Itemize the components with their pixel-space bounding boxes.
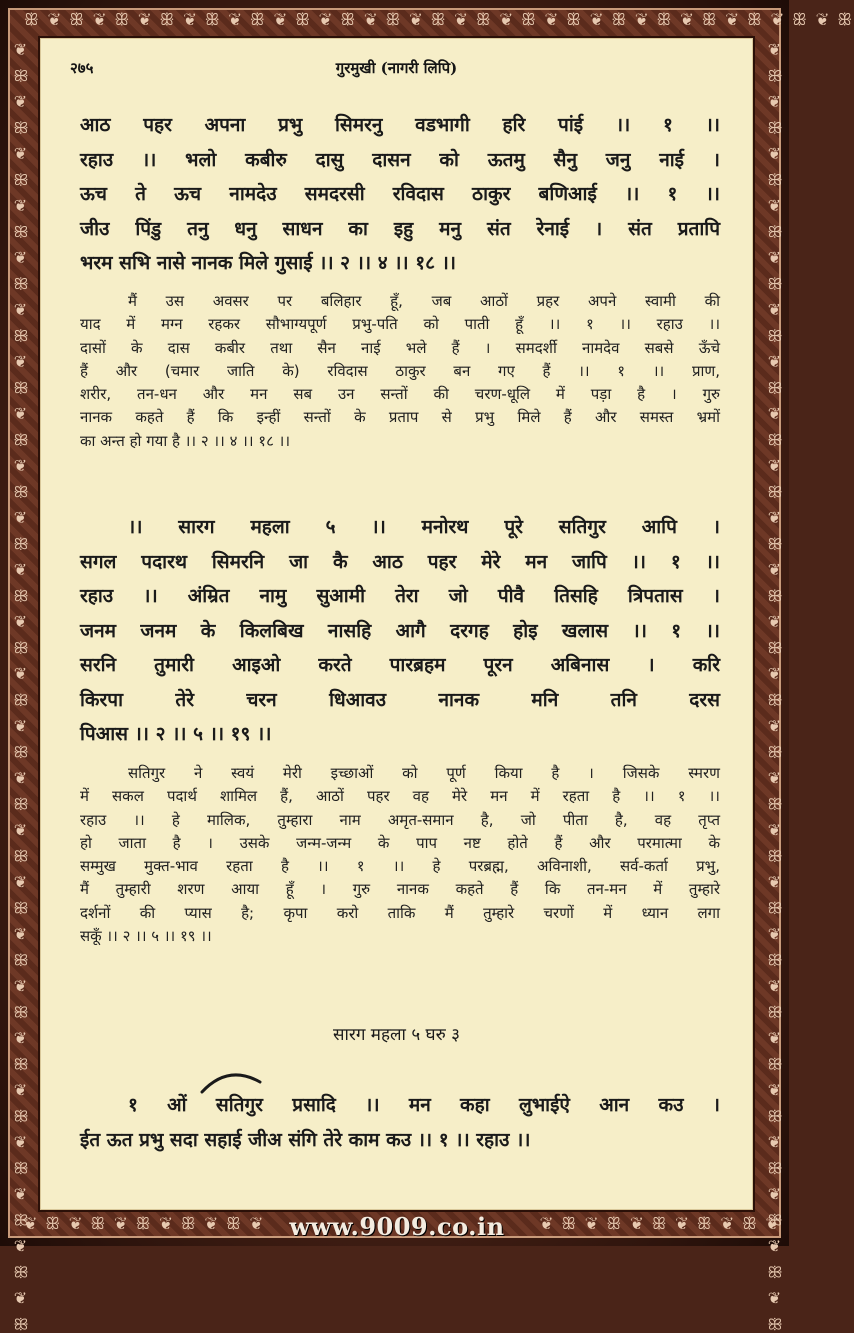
translation-line: हैं और (चमार जाति के) रविदास ठाकुर बन गए हैं ।। १ ।। प्राण, xyxy=(80,361,720,380)
translation-line: रहाउ ।। हे मालिक, तुम्हारा नाम अमृत-समान है, जो पीता है, वह तृप्त xyxy=(80,810,720,829)
right-ornament-border: ❦ ꕥ ❦ ꕥ ❦ ꕥ ❦ ꕥ ❦ ꕥ ❦ ꕥ ❦ ꕥ ❦ ꕥ ❦ ꕥ ❦ ꕥ ❦ ꕥ ❦ ꕥ ❦ ꕥ ❦ ꕥ ❦ ꕥ ❦ ꕥ ❦ ꕥ ❦ ꕥ ❦ ꕥ ❦ ꕥ ❦ ꕥ ❦ ꕥ ❦ ꕥ ❦ ꕥ ❦ ꕥ xyxy=(765,40,784,1333)
translation-line: याद में मग्न रहकर सौभाग्यपूर्ण प्रभु-पति को पाती हूँ ।। १ ।। रहाउ ।। xyxy=(80,315,720,334)
top-ornament-border: ꕥ ❦ ꕥ ❦ ꕥ ❦ ꕥ ❦ ꕥ ❦ ꕥ ❦ ꕥ ❦ ꕥ ❦ ꕥ ❦ ꕥ ❦ ꕥ ❦ ꕥ ❦ ꕥ ❦ ꕥ ❦ ꕥ ❦ ꕥ ❦ ꕥ ❦ ꕥ ❦ ꕥ xyxy=(24,10,854,29)
gurbani-line: ।। सारग महला ५ ।। मनोरथ पूरे सतिगुर आपि । xyxy=(128,516,720,538)
gurbani-block-1 xyxy=(80,108,720,281)
translation-line: सतिगुर ने स्वयं मेरी इच्छाओं को पूर्ण किया है । जिसके स्मरण xyxy=(128,764,720,782)
gurbani-line: ऊच ते ऊच नामदेउ समदरसी रविदास ठाकुर बणिआई ।। १ ।। xyxy=(80,183,720,205)
gurbani-block-3 xyxy=(80,1088,720,1157)
translation-line: मैं तुम्हारी शरण आया हूँ । गुरु नानक कहते हैं कि तन-मन में तुम्हारे xyxy=(80,880,720,899)
running-title: गुरमुखी (नागरी लिपि) xyxy=(335,59,458,77)
gurbani-line: आठ पहर अपना प्रभु सिमरनु वडभागी हरि पांई ।। १ ।। xyxy=(80,114,720,136)
translation-line: हो जाता है । उसके जन्म-जन्म के पाप नष्ट होते हैं और परमात्मा के xyxy=(80,833,720,852)
translation-line: मैं उस अवसर पर बलिहार हूँ, जब आठों प्रहर अपने स्वामी की xyxy=(128,292,720,310)
section-title: सारग महला ५ घरु ३ xyxy=(332,1025,461,1045)
gurbani-line: जनम जनम के किलबिख नासहि आगै दरगह होइ खलास ।। १ ।। xyxy=(80,619,720,642)
gurbani-line: सगल पदारथ सिमरनि जा कै आठ पहर मेरे मन जापि ।। १ ।। xyxy=(80,550,720,573)
gurbani-block-2 xyxy=(80,510,720,752)
translation-block-1 xyxy=(80,290,720,453)
gurbani-line: भरम सभि नासे नानक मिले गुसाई ।। २ ।। ४ ।। १८ ।। xyxy=(80,252,456,274)
bottom-right-ornament-border: ❦ ꕥ ❦ ꕥ ❦ ꕥ ❦ ꕥ ❦ ꕥ ❦ xyxy=(540,1214,781,1233)
translation-line: में सकल पदार्थ शामिल हैं, आठों पहर वह मेरे मन में रहता है ।। १ ।। xyxy=(80,787,720,806)
translation-line: सम्मुख मुक्त-भाव रहता है ।। १ ।। हे परब्रह्म, अविनाशी, सर्व-कर्ता प्रभु, xyxy=(80,857,720,876)
gurbani-line: ईत ऊत प्रभु सदा सहाई जीअ संगि तेरे काम कउ ।। १ ।। रहाउ ।। xyxy=(80,1128,531,1151)
left-ornament-border: ❦ ꕥ ❦ ꕥ ❦ ꕥ ❦ ꕥ ❦ ꕥ ❦ ꕥ ❦ ꕥ ❦ ꕥ ❦ ꕥ ❦ ꕥ ❦ ꕥ ❦ ꕥ ❦ ꕥ ❦ ꕥ ❦ ꕥ ❦ ꕥ ❦ ꕥ ❦ ꕥ ❦ ꕥ ❦ ꕥ ❦ ꕥ ❦ ꕥ ❦ ꕥ ❦ ꕥ ❦ ꕥ xyxy=(11,40,30,1333)
gurbani-line: पिआस ।। २ ।। ५ ।। १९ ।। xyxy=(80,723,272,745)
translation-line: दर्शनों की प्यास है; कृपा करो ताकि मैं तुम्हारे चरणों में ध्यान लगा xyxy=(80,903,720,922)
bottom-left-ornament-border: ❦ ꕥ ❦ ꕥ ❦ ꕥ ❦ ꕥ ❦ ꕥ ❦ xyxy=(24,1214,265,1233)
translation-line: दासों के दास कबीर तथा सैन नाई भले हैं । समदर्शी नामदेव सबसे ऊँचे xyxy=(80,338,720,357)
page-header xyxy=(70,58,723,82)
translation-line: शरीर, तन-धन और मन सब उन सन्तों की चरण-धूलि में पड़ा है । गुरु xyxy=(80,385,720,404)
translation-line: सकूँ ।। २ ।। ५ ।। १९ ।। xyxy=(80,927,212,946)
translation-block-2 xyxy=(80,762,720,948)
gurbani-line: किरपा तेरे चरन धिआवउ नानक मनि तनि दरस xyxy=(80,688,720,711)
gurbani-line: १ ओं सतिगुर प्रसादि ।। मन कहा लुभाईऐ आन कउ । xyxy=(128,1094,720,1116)
gurbani-line: रहाउ ।। भलो कबीरु दासु दासन को ऊतमु सैनु जनु नाई । xyxy=(80,148,720,171)
page-number: २७५ xyxy=(70,59,94,77)
book-page xyxy=(38,36,755,1212)
gurbani-line: रहाउ ।। अंम्रित नामु सुआमी तेरा जो पीवै तिसहि त्रिपतास । xyxy=(80,585,720,607)
translation-line: का अन्त हो गया है ।। २ ।। ४ ।। १८ ।। xyxy=(80,431,291,450)
footer-website-url: www.9009.co.in xyxy=(289,1212,505,1241)
gurbani-line: जीउ पिंडु तनु धनु साधन का इहु मनु संत रेनाई । संत प्रतापि xyxy=(80,217,720,240)
translation-line: नानक कहते हैं कि इन्हीं सन्तों के प्रताप से प्रभु मिले हैं और समस्त भ्रमों xyxy=(80,408,720,427)
gurbani-line: सरनि तुमारी आइओ करते पारब्रहम पूरन अबिनास । करि xyxy=(80,654,720,676)
